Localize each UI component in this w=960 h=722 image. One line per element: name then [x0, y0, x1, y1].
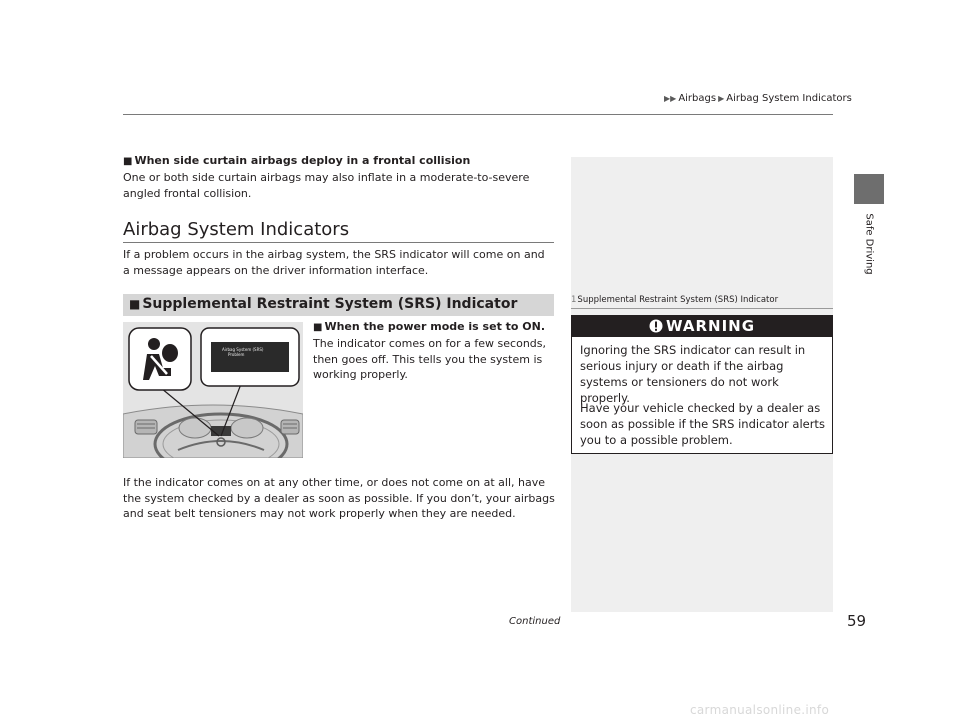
warning-header: WARNING — [572, 316, 832, 337]
chapter-tab-label: Safe Driving — [863, 213, 875, 275]
paragraph-intro: If a problem occurs in the airbag system, the SRS indicator will come on and a message appears on the driver information interface. — [123, 248, 545, 277]
paragraph-side-curtain: One or both side curtain airbags may also inflate in a moderate-to-severe angled frontal collision. — [123, 171, 530, 200]
header-divider — [123, 114, 833, 115]
page-number: 59 — [847, 612, 867, 630]
display-message: Airbag System (SRS) Problem — [222, 347, 264, 357]
square-bullet-icon: ■ — [129, 297, 141, 311]
dashboard-illustration — [123, 322, 303, 458]
power-mode-heading: ■ When the power mode is set to ON. — [313, 320, 546, 333]
chapter-tab-marker[interactable] — [854, 174, 884, 204]
warning-icon — [649, 319, 663, 333]
square-bullet-icon: ■ — [123, 156, 133, 167]
note-label: 1Supplemental Restraint System (SRS) Indicator — [571, 295, 779, 305]
page-title: Airbag System Indicators — [123, 219, 350, 240]
breadcrumb-item-airbags[interactable]: Airbags — [678, 93, 717, 104]
breadcrumb — [662, 93, 852, 104]
breadcrumb-item-indicators[interactable]: Airbag System Indicators — [726, 93, 852, 104]
warning-text-2: Have your vehicle checked by a dealer as soon as possible if the SRS indicator alerts you to a possible problem. — [580, 401, 825, 447]
note-divider — [571, 308, 833, 309]
srs-airbag-icon — [137, 336, 183, 382]
sub-heading: ■ When side curtain airbags deploy in a frontal collision — [123, 154, 471, 167]
continued-label: Continued — [509, 616, 561, 627]
title-divider — [123, 242, 554, 243]
paragraph-power-mode: The indicator comes on for a few seconds, then goes off. This tells you the system is working properly. — [313, 337, 547, 381]
section-title: ■ Supplemental Restraint System (SRS) Indicator — [129, 296, 518, 312]
warning-text-1: Ignoring the SRS indicator can result in serious injury or death if the airbag systems or tensioners do not work properly. — [580, 343, 806, 405]
paragraph-indicator-other: If the indicator comes on at any other time, or does not come on at all, have the system checked by a dealer as soon as possible. If you don’t, your airbags and seat belt tensioners may not work properly when they are needed. — [123, 476, 555, 520]
breadcrumb-arrow-icon: ▶▶ — [664, 94, 677, 103]
watermark: carmanualsonline.info — [690, 703, 830, 717]
square-bullet-icon: ■ — [313, 322, 323, 333]
breadcrumb-arrow-icon: ▶ — [718, 94, 725, 103]
